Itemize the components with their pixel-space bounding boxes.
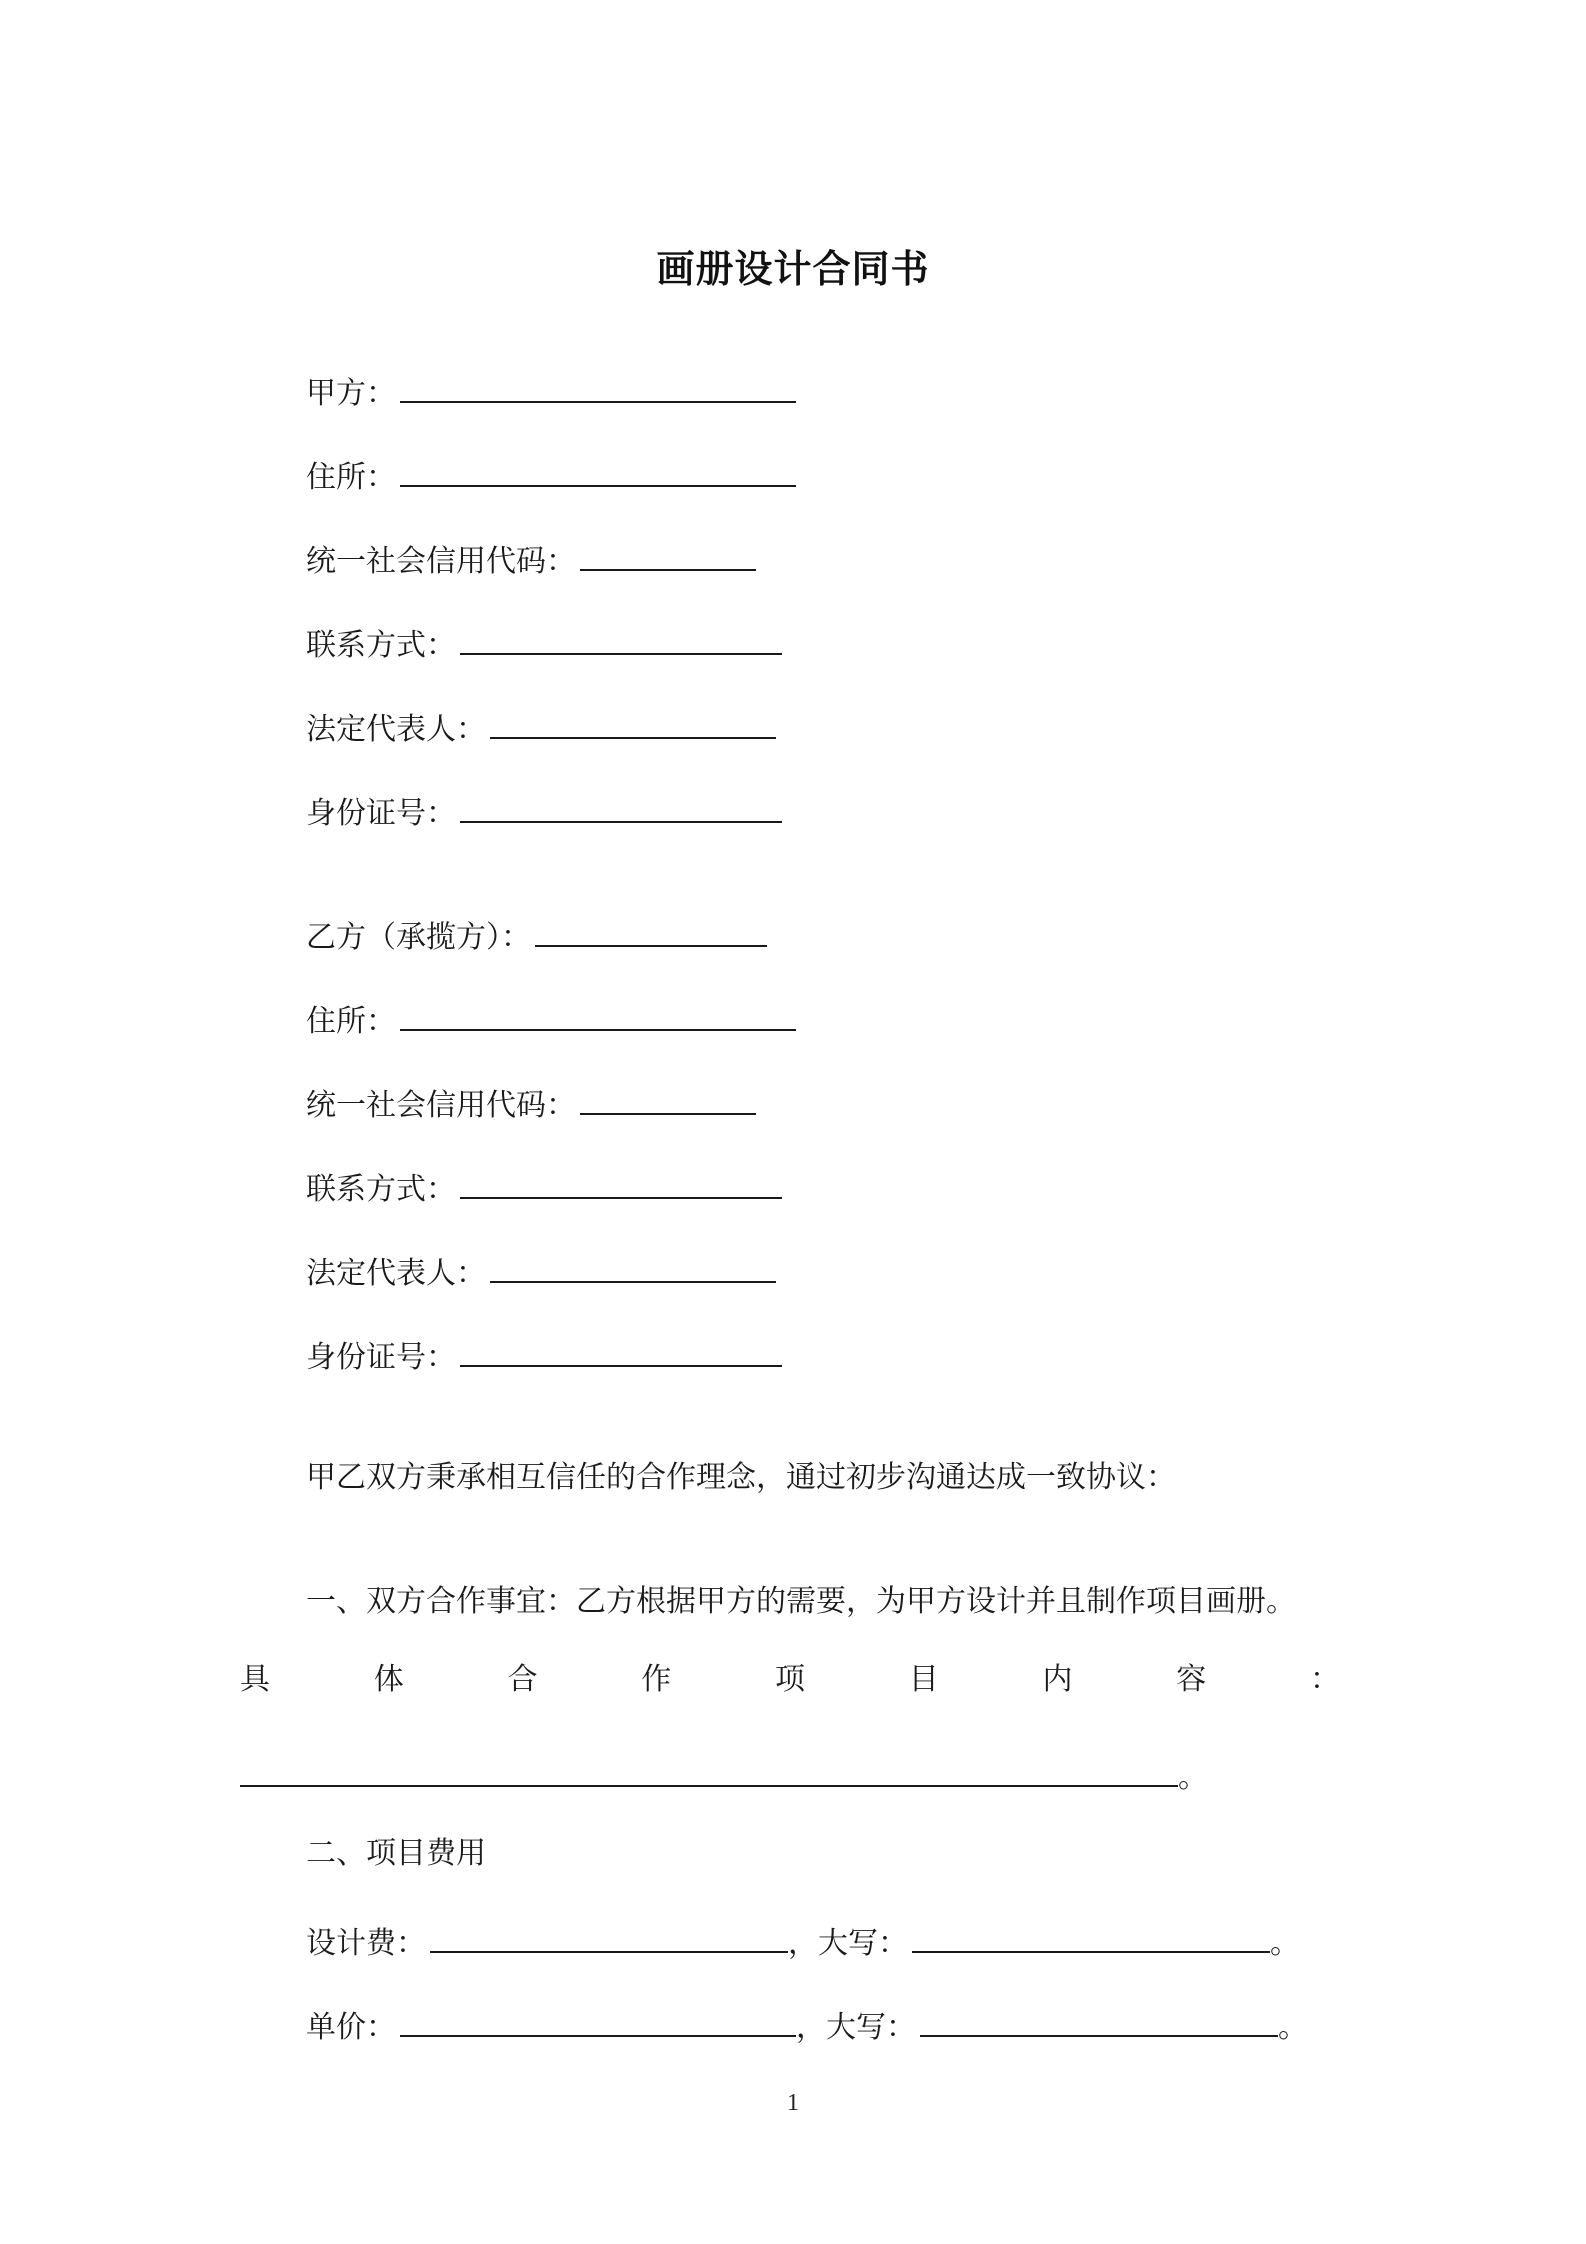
party-b-id-blank[interactable]	[460, 1339, 782, 1367]
spread-char: 体	[373, 1662, 404, 1697]
project-content-end-mark: 。	[1178, 1760, 1208, 1795]
unit-price-line	[306, 2008, 1308, 2048]
party-a-name-blank[interactable]	[400, 375, 796, 403]
unit-price-capital-label: ，大写：	[796, 2010, 916, 2045]
page-number: 1	[787, 2090, 799, 2116]
design-fee-blank[interactable]	[430, 1925, 788, 1953]
spread-char: 目	[908, 1662, 939, 1697]
party-b-credit-code-line	[306, 1086, 756, 1126]
party-a-address-blank[interactable]	[400, 459, 796, 487]
party-b-name-blank[interactable]	[535, 919, 767, 947]
party-a-legal-rep-label: 法定代表人：	[306, 712, 486, 747]
party-a-id-label: 身份证号：	[306, 796, 456, 831]
party-b-id-line	[306, 1338, 782, 1378]
unit-price-end-mark: 。	[1278, 2010, 1308, 2045]
section2-heading: 二、项目费用	[306, 1836, 486, 1871]
design-fee-capital-blank[interactable]	[912, 1925, 1270, 1953]
party-b-name-label: 乙方（承揽方）：	[306, 920, 531, 955]
design-fee-line	[306, 1924, 1300, 1964]
party-b-contact-line	[306, 1170, 782, 1210]
party-a-address-line	[306, 458, 796, 498]
party-b-credit-code-label: 统一社会信用代码：	[306, 1088, 576, 1123]
party-a-name-line	[306, 374, 796, 414]
party-b-contact-blank[interactable]	[460, 1171, 782, 1199]
party-a-credit-code-label: 统一社会信用代码：	[306, 544, 576, 579]
spread-char: 合	[507, 1662, 538, 1697]
party-b-address-blank[interactable]	[400, 1003, 796, 1031]
party-a-id-blank[interactable]	[460, 795, 782, 823]
party-a-legal-rep-blank[interactable]	[490, 711, 776, 739]
project-content-line	[240, 1758, 1208, 1798]
party-a-legal-rep-line	[306, 710, 776, 750]
party-b-address-line	[306, 1002, 796, 1042]
spread-char: 项	[775, 1662, 805, 1697]
party-a-address-label: 住所：	[306, 460, 396, 495]
party-a-credit-code-line	[306, 542, 756, 582]
party-a-contact-line	[306, 626, 782, 666]
party-b-legal-rep-label: 法定代表人：	[306, 1256, 486, 1291]
spread-char: 作	[641, 1662, 672, 1697]
spread-char: ：	[1310, 1662, 1340, 1697]
unit-price-capital-blank[interactable]	[920, 2009, 1278, 2037]
party-b-legal-rep-line	[306, 1254, 776, 1294]
party-b-address-label: 住所：	[306, 1004, 396, 1039]
party-b-contact-label: 联系方式：	[306, 1172, 456, 1207]
section1-text: 一、双方合作事宜：乙方根据甲方的需要，为甲方设计并且制作项目画册。	[306, 1584, 1296, 1619]
spread-char: 内	[1042, 1662, 1073, 1697]
party-a-contact-blank[interactable]	[460, 627, 782, 655]
spread-char: 容	[1176, 1662, 1207, 1697]
party-b-id-label: 身份证号：	[306, 1340, 456, 1375]
party-b-name-line	[306, 918, 767, 958]
document-title: 画册设计合同书	[656, 247, 930, 291]
unit-price-label: 单价：	[306, 2010, 396, 2045]
spread-char: 具	[240, 1662, 270, 1697]
design-fee-label: 设计费：	[306, 1926, 426, 1961]
party-a-id-line	[306, 794, 782, 834]
unit-price-blank[interactable]	[400, 2009, 796, 2037]
party-a-credit-code-blank[interactable]	[580, 543, 756, 571]
party-b-legal-rep-blank[interactable]	[490, 1255, 776, 1283]
party-a-name-label: 甲方：	[306, 376, 396, 411]
section1-spread-line	[240, 1660, 1340, 1700]
project-content-blank[interactable]	[240, 1759, 1178, 1787]
design-fee-capital-label: ，大写：	[788, 1926, 908, 1961]
design-fee-end-mark: 。	[1270, 1926, 1300, 1961]
party-a-contact-label: 联系方式：	[306, 628, 456, 663]
party-b-credit-code-blank[interactable]	[580, 1087, 756, 1115]
intro-paragraph: 甲乙双方秉承相互信任的合作理念，通过初步沟通达成一致协议：	[306, 1460, 1176, 1495]
